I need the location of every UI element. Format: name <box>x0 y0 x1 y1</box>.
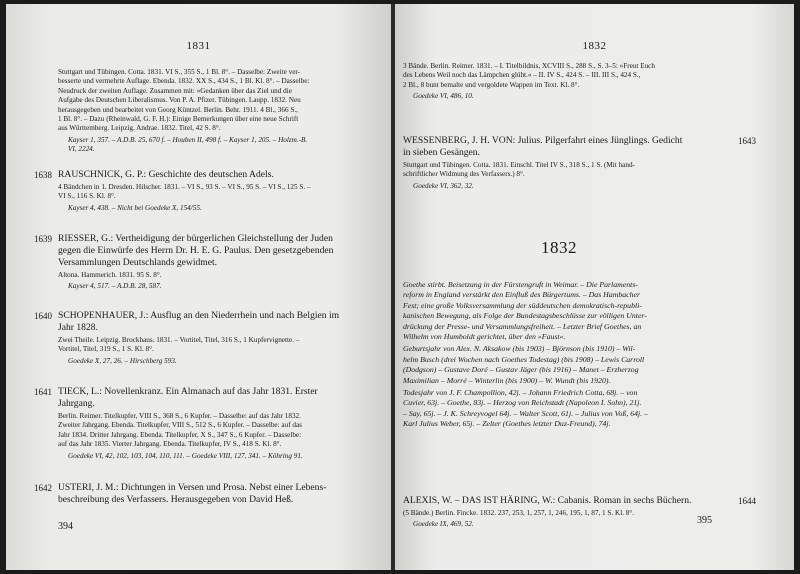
entry-details <box>58 271 378 280</box>
entry-number: 1642 <box>34 483 52 493</box>
detail-line: Zweiter Jahrgang. Ebenda. Titelkupfer, VIII S., 512 S., 6 Kupfer. – Dasselbe: auf das <box>58 421 302 430</box>
catalog-entry <box>403 495 736 530</box>
reference-line: Goedeke VI, 486, 10. <box>413 92 474 101</box>
entry-number: 1640 <box>34 311 52 321</box>
entry-number: 1643 <box>738 136 756 146</box>
detail-line: auf das Jahr 1835. Vierter Jahrgang. Ebenda. Titelkupfer, IV S., 418 S. Kl. 8°. <box>58 440 282 449</box>
left-page <box>6 4 391 570</box>
entry-references <box>58 282 378 291</box>
title-line: RIESSER, G.: Vertheidigung der bürgerlichen Gleichstellung der Juden <box>58 233 333 244</box>
reference-line: VI, 2224. <box>68 145 95 154</box>
year-events <box>403 280 733 342</box>
detail-line: Stuttgart und Tübingen. Cotta. 1831. VI S., 355 S., 1 Bl. 8°. – Dasselbe: Zweite ver- <box>58 68 301 76</box>
entry-title <box>403 495 736 507</box>
entry-title <box>58 386 378 410</box>
event-line: Fest; eine große Volksversammlung der süddeutschen demokratisch-republi- <box>403 300 642 310</box>
event-line: kanischen Bewegung, als Folge der Bundestagsbeschlüsse zur völligen Unter- <box>403 311 647 321</box>
continuation-entry <box>403 60 738 102</box>
detail-line: besserte und vermehrte Auflage. Ebenda. 1832. XX S., 434 S., 1 Bl. Kl. 8°. – Dasselbe: <box>58 77 310 86</box>
title-line: gegen die Einwürfe des Herrn Dr. H. E. G. Paulus. Den gesetzgebenden <box>58 245 334 256</box>
title-line: Jahrgang. <box>58 398 95 409</box>
entry-details <box>58 336 378 355</box>
continuation-entry <box>58 66 376 155</box>
continuation-details <box>403 62 738 90</box>
entry-title <box>58 233 378 269</box>
continuation-references <box>58 136 376 155</box>
reference-line: Kayser 4, 438. – Nicht bei Goedeke X, 154/55. <box>68 203 202 212</box>
title-line: TIECK, L.: Novellenkranz. Ein Almanach auf das Jahr 1831. Erster <box>58 386 318 397</box>
detail-line: Jahr 1834. Dritter Jahrgang. Ebenda. Titelkupfer, X S., 347 S., 6 Kupfer. – Dasselbe: <box>58 430 302 439</box>
entry-title <box>58 310 378 334</box>
reference-line: Goedeke VI, 42, 102, 103, 104, 110, 111. – Goedeke VIII, 127, 341. – Köhring 91. <box>68 451 303 460</box>
entry-references <box>403 520 736 529</box>
entry-details <box>403 161 736 180</box>
title-line: in sieben Gesängen. <box>403 147 480 158</box>
title-line: USTERI, J. M.: Dichtungen in Versen und Prosa. Nebst einer Lebens- <box>58 482 327 493</box>
detail-line: Neudruck der zweiten Auflage. Zusammen mit: »Gedanken über das Ziel und die <box>58 86 292 95</box>
births-line: Maximilian – Morré – Winterlin (bis 1900) – W. Wundt (bis 1920). <box>403 375 611 385</box>
entry-details <box>403 509 736 518</box>
reference-line: Goedeke VI, 362, 32. <box>413 181 474 190</box>
detail-line: Zwei Theile. Leipzig. Brockhaus. 1831. – Vortitel, Titel, 316 S., 1 Kupfervignette. – <box>58 336 300 344</box>
births-list <box>403 344 733 386</box>
title-line: ALEXIS, W. – DAS IST HÄRING, W.: Cabanis. Roman in sechs Büchern. <box>403 495 692 506</box>
catalog-entry <box>58 169 378 213</box>
entry-number: 1644 <box>738 496 756 506</box>
entry-references <box>58 204 378 213</box>
right-page-header: 1832 <box>582 40 607 52</box>
reference-line: Goedeke X, 27, 26. – Hirschberg 593. <box>68 356 177 365</box>
left-page-header: 1831 <box>186 40 211 52</box>
births-line: (Dodgson) – Gustave Doré – Gustav Jäger (bis 1916) – Manet – Erzherzog <box>403 365 639 375</box>
deaths-line: Todesjahr von J. F. Champollion, 42j. – Johann Friedrich Cotta, 68j. – von <box>403 388 638 398</box>
entry-references <box>58 452 378 461</box>
births-line: helm Busch (drei Wochen nach Goethes Todestag) (bis 1908) – Lewis Carroll <box>403 354 645 364</box>
detail-line: 1 Bl. 8°. – Dazu (Rheinwald, G. F. H.): Einige Bemerkungen über eine neue Schrift <box>58 115 299 124</box>
event-line: drückung der Presse- und Versammlungsfreiheit. – Letzter Brief Goethes, an <box>403 321 642 331</box>
detail-line: herausgegeben und bearbeitet von Georg Küntzel. Berlin. Behr. 1911. 4 Bl., 366 S., <box>58 105 298 114</box>
reference-line: Goedeke IX, 469, 52. <box>413 520 474 529</box>
catalog-entry <box>58 386 378 461</box>
detail-line: aus Württemberg. Leipzig. Andrae. 1832. Titel, 42 S. 8°. <box>58 124 221 133</box>
entry-number: 1641 <box>34 387 52 397</box>
title-line: SCHOPENHAUER, J.: Ausflug an den Niederrhein und nach Belgien im <box>58 310 340 321</box>
deaths-list <box>403 388 733 430</box>
detail-line: schriftlicher Widmung des Verfassers.) 8°. <box>403 170 525 179</box>
title-line: WESSENBERG, J. H. VON: Julius. Pilgerfahrt eines Jünglings. Gedicht <box>403 135 683 146</box>
detail-line: 3 Bände. Berlin. Reimer. 1831. – I. Titelbildnis, XCVIII S., 288 S., S. 3–5: »Freut Euch <box>403 62 655 70</box>
detail-line: (5 Bände.) Berlin. Fincke. 1832. 237, 253, 1, 257, 1, 246, 195, 1, 87, 1 S. Kl. 8°. <box>403 509 635 517</box>
detail-line: Berlin. Reimer. Titelkupfer, VIII S., 368 S., 6 Kupfer. – Dasselbe: auf das Jahr 1832. <box>58 412 301 420</box>
catalog-entry <box>403 135 736 191</box>
detail-line: des Lebens Weil noch das Lämpchen glüht.« – II. IV S., 424 S. – III. III S., 424 S., <box>403 71 641 80</box>
event-line: reform in England verstärkt den Einfluß des Bürgertums. – Das Hambacher <box>403 290 640 300</box>
event-line: Goethe stirbt. Beisetzung in der Fürstengruft in Weimar. – Die Parlaments- <box>403 280 638 289</box>
deaths-line: Cuvier, 63j. – Goethe, 83j. – Herzog von Reichstadt (Napoleon I. Sohn), 21j. <box>403 398 642 408</box>
title-line: beschreibung des Verfassers. Herausgegeben von David Heß. <box>58 494 294 505</box>
left-page-number: 394 <box>58 521 73 532</box>
reference-line: Kayser 4, 517. – A.D.B. 28, 587. <box>68 282 162 291</box>
title-line: RAUSCHNICK, G. P.: Geschichte des deutschen Adels. <box>58 169 274 180</box>
title-line: Jahr 1828. <box>58 322 98 333</box>
detail-line: 4 Bändchen in 1. Dresden. Hilscher. 1831. – VI S., 93 S. – VI S., 95 S. – VI S., 125 S. – <box>58 183 311 191</box>
year-heading: 1832 <box>541 238 577 257</box>
right-page <box>395 4 794 570</box>
detail-line: Aufgabe des Deutschen Liberalismus. Von P. A. Pfizer. Tübingen. Laupp. 1832. Neu <box>58 96 301 105</box>
entry-title <box>58 169 378 181</box>
entry-details <box>58 183 378 202</box>
right-page-number: 395 <box>697 515 712 526</box>
year-events-block <box>403 280 733 432</box>
deaths-line: – Say, 65j. – J. K. Schreyvogel 64j. – Walter Scott, 61j. – Julius von Voß, 64j. – <box>403 408 648 418</box>
births-line: Geburtsjahr von Alex. N. Aksakow (bis 1903) – Björnson (bis 1910) – Wil- <box>403 344 636 354</box>
catalog-entry <box>58 482 378 506</box>
entry-title <box>403 135 736 159</box>
entry-references <box>58 357 378 366</box>
entry-details <box>58 412 378 450</box>
detail-line: 2 Bl., 8 bunt bemalte und vergoldete Wappen im Text. Kl. 8°. <box>403 80 580 89</box>
entry-number: 1639 <box>34 234 52 244</box>
detail-line: Stuttgart und Tübingen. Cotta. 1831. Einschl. Titel IV S., 318 S., 1 S. (Mit hand- <box>403 161 635 169</box>
deaths-line: Karl Julius Weber, 65j. – Zelter (Goethes letzter Duz-Freund), 74j. <box>403 419 611 429</box>
event-line: Wilhelm von Humboldt gerichtet, über den »Faust«. <box>403 332 566 342</box>
continuation-references <box>403 92 738 101</box>
detail-line: Vortitel, Titel, 319 S., 1 S. Kl. 8°. <box>58 345 154 354</box>
detail-line: Altona. Hammerich. 1831. 95 S. 8°. <box>58 271 162 279</box>
entry-title <box>58 482 378 506</box>
detail-line: VI S., 116 S. Kl. 8°. <box>58 192 116 201</box>
entry-references <box>403 182 736 191</box>
title-line: Versammlungen Deutschlands gewidmet. <box>58 257 218 268</box>
entry-number: 1638 <box>34 170 52 180</box>
book-spread <box>6 4 794 570</box>
reference-line: Kayser 1, 357. – A.D.B. 25, 670 f. – Houben II, 498 f. – Kayser 1, 205. – Holzm.-B. <box>68 135 308 144</box>
catalog-entry <box>58 310 378 366</box>
continuation-details <box>58 68 376 134</box>
catalog-entry <box>58 233 378 292</box>
